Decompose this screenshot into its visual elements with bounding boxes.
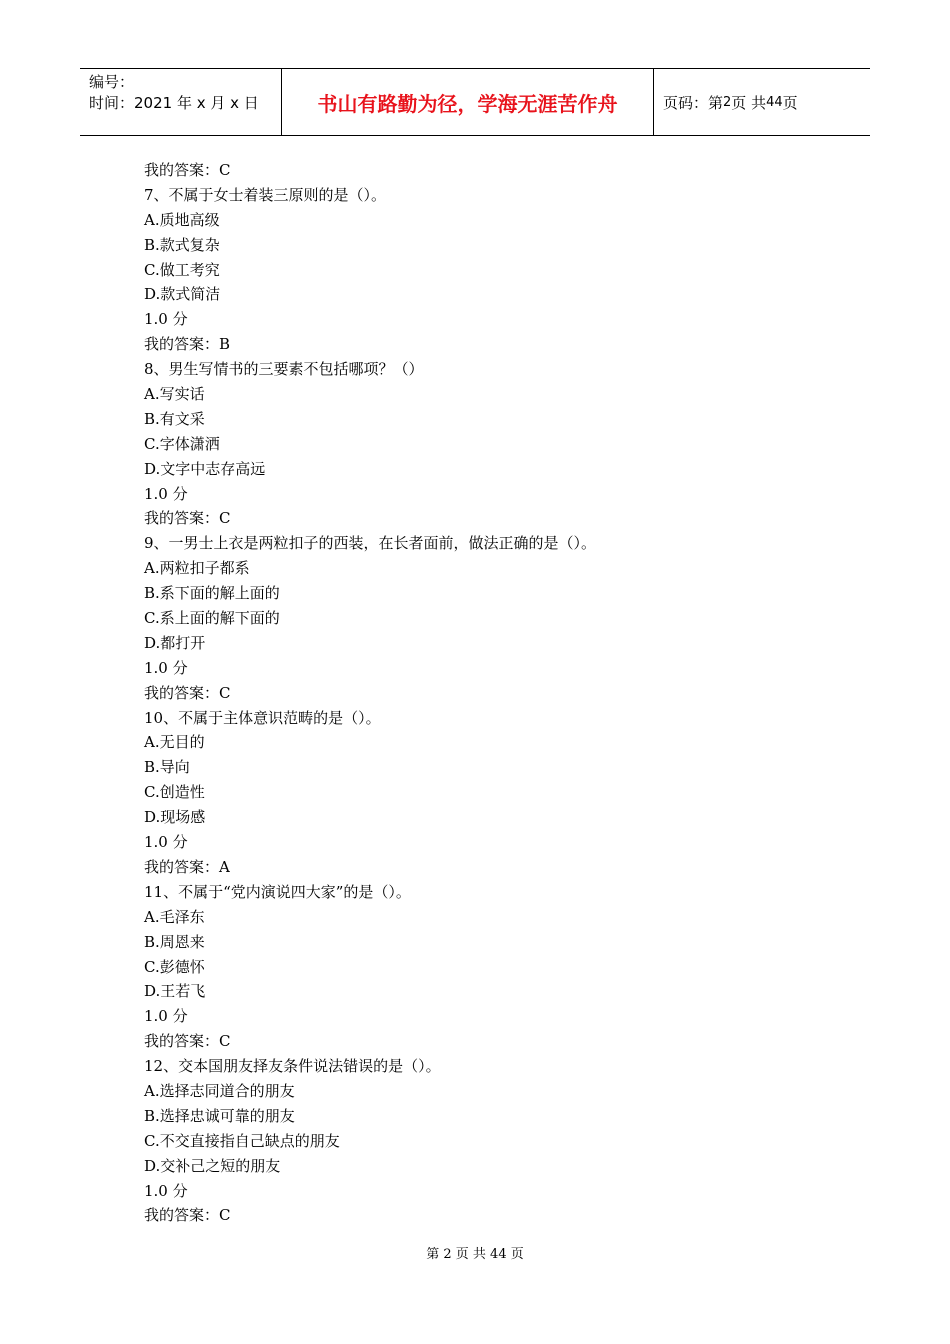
text-line: B.款式复杂 [144, 235, 220, 254]
header-motto: 书山有路勤为径，学海无涯苦作舟 [281, 69, 654, 135]
text-line: B.导向 [144, 758, 190, 777]
text-line: A.两粒扣子都系 [144, 559, 250, 578]
text-line: B.有文采 [144, 409, 205, 428]
text-line: 8、男生写情书的三要素不包括哪项？（） [144, 360, 424, 379]
header-page-info [654, 69, 870, 135]
text-line: 1.0 分 [144, 310, 188, 329]
page-total: 44 [766, 94, 783, 110]
text-line: B.周恩来 [144, 932, 205, 951]
text-line: D.都打开 [144, 633, 206, 652]
page-current: 2 [723, 94, 732, 110]
number-label: 编号： [89, 73, 135, 91]
text-line: 11、不属于“党内演说四大家”的是（）。 [144, 882, 411, 901]
page-footer: 第 2 页 共 44 页 [426, 1247, 524, 1262]
text-line: C.系上面的解下面的 [144, 609, 280, 628]
text-line: 我的答案：A [144, 857, 230, 876]
text-line: 12、交本国朋友择友条件说法错误的是（）。 [144, 1057, 441, 1076]
text-line: A.毛泽东 [144, 907, 205, 926]
document-body [144, 158, 844, 1228]
text-line: C.创造性 [144, 783, 205, 802]
text-line: D.交补己之短的朋友 [144, 1156, 281, 1175]
text-line: 7、不属于女士着装三原则的是（）。 [144, 185, 387, 204]
text-line: B.选择忠诚可靠的朋友 [144, 1106, 295, 1125]
page-suffix: 页 [782, 93, 798, 112]
text-line: A.无目的 [144, 733, 205, 752]
text-line: C.不交直接指自己缺点的朋友 [144, 1131, 340, 1150]
page-mid: 页 共 [731, 93, 767, 112]
text-line: 9、一男士上衣是两粒扣子的西装，在长者面前，做法正确的是（）。 [144, 534, 597, 553]
text-line: D.现场感 [144, 808, 206, 827]
text-line: 我的答案：C [144, 161, 231, 179]
text-line: 我的答案：C [144, 1206, 231, 1225]
text-line: D.文字中志存高远 [144, 459, 266, 478]
time-label: 时间：2021 年 x 月 x 日 [89, 94, 259, 112]
header-meta [80, 69, 281, 135]
text-line: C.做工考究 [144, 260, 220, 279]
text-line: 我的答案：C [144, 683, 231, 702]
text-line: 我的答案：C [144, 509, 231, 528]
text-line: C.彭德怀 [144, 957, 205, 976]
text-line: 1.0 分 [144, 484, 188, 503]
text-line: C.字体潇洒 [144, 434, 220, 453]
page-prefix: 页码：第 [663, 93, 724, 112]
text-line: A.质地高级 [144, 210, 220, 229]
text-line: 1.0 分 [144, 658, 188, 677]
text-line: 1.0 分 [144, 833, 188, 852]
text-line: 10、不属于主体意识范畴的是（）。 [144, 708, 381, 727]
page-header [80, 68, 870, 136]
text-line: 1.0 分 [144, 1007, 188, 1026]
text-line: 1.0 分 [144, 1181, 188, 1200]
text-line: D.款式简洁 [144, 285, 221, 304]
text-line: B.系下面的解上面的 [144, 584, 280, 603]
text-line: A.写实话 [144, 385, 205, 404]
text-line: 我的答案：C [144, 1032, 231, 1051]
text-line: A.选择志同道合的朋友 [144, 1081, 295, 1100]
text-line: 我的答案：B [144, 335, 231, 354]
text-line: D.王若飞 [144, 982, 206, 1001]
